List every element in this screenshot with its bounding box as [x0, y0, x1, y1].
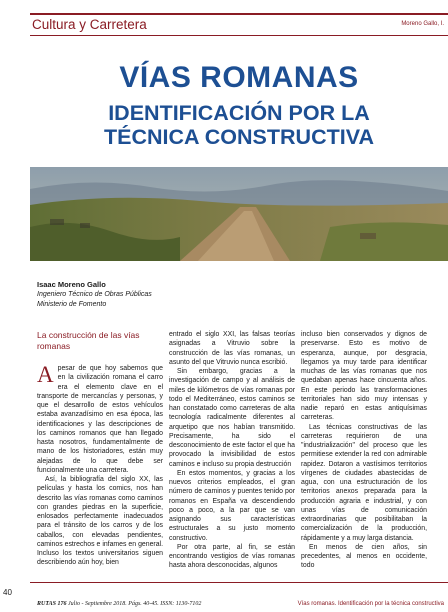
drop-cap: A [37, 362, 54, 387]
author-role: Ingeniero Técnico de Obras Públicas [37, 291, 152, 298]
paragraph: En estos momentos, y gracias a los nuevos criterios empleados, el gran número de caminos y puentes tenido por romanos en España va descendiendo poco a poco, a la par que se van asignando sus características estructurales a su justo momento constructivo. [169, 469, 295, 542]
text-column-2 [169, 330, 295, 571]
section-title: Cultura y Carretera [32, 17, 147, 32]
paragraph: Las técnicas constructivas de las carreteras requirieron de una "industrialización" del proceso que les permitiese extender la red con admirable rapidez. Dotaron a vastísimos territorios vírgenes de ciudades abastecidas de agua, con una estructuración de los territorios anexos preparada para la producción agraria e industrial, y con unas vías de comunicación extraordinarias que posibilitaban la comercialización de la producción, rápidamente y a muy larga distancia. [301, 423, 427, 542]
paragraph: entrado el siglo XXI, las falsas teorías asignadas a Vitruvio sobre la construcción de las vías romanas, un asunto del que Vitruvio nunca escribió. [169, 331, 295, 366]
section-heading: La construcción de las vías romanas [37, 330, 140, 351]
header-rule [30, 35, 448, 36]
article-title: VÍAS ROMANAS [119, 61, 359, 94]
article-subtitle-line-2: TÉCNICA CONSTRUCTIVA [104, 125, 374, 149]
text-column-3 [301, 330, 427, 571]
paragraph: En menos de cien años, sin precedentes, al menos en occidente, todo [301, 543, 427, 570]
roman-road-photo [30, 167, 448, 261]
author-name: Isaac Moreno Gallo [37, 280, 106, 289]
citation-details: Julio - Septiembre 2018. Págs. 40-45. ISSN: 1130-7102 [68, 601, 202, 607]
footer-rule [30, 582, 448, 583]
paragraph: Sin embargo, gracias a la investigación de campo y al análisis de miles de kilómetros de vías romanas por todo el Mediterráneo, estos caminos se han constatado como carreteras de alta tecnología radicalmente diferentes al arquetipo que nos habían transmitido. Precisamente, ha sido el desconocimiento de este factor el que ha provocado la invisibilidad de estos caminos e incluso su propia destrucción [169, 368, 295, 468]
page-number: 40 [3, 588, 12, 597]
article-subtitle-line-1: IDENTIFICACIÓN POR LA [108, 101, 370, 125]
header-top-rule [30, 13, 448, 15]
paragraph: incluso bien conservados y dignos de preservarse. Esto es motivo de esperanza, aunque, por desgracia, llegamos ya muy tarde para identificar muchas de las vías romanas que nos quedaban apenas hace cincuenta años. En este periodo las transformaciones territoriales han sido muy intensas y nadie reparó en estas antiquísimas carreteras. [301, 331, 427, 422]
paragraph: Así, la bibliografía del siglo XX, las películas y hasta los comics, nos han descrito las vías romanas como caminos con grandes piedras en la superficie, enlosados perfectamente inadecuados para el tránsito de los carros y de los caballos, con elevadas pendientes, caminos estrechos e infames en general. Incluso los textos universitarios siguen describiendo aún hoy, bien [37, 476, 163, 567]
footer-citation [37, 601, 201, 607]
running-author: Moreno Gallo, I. [401, 21, 444, 27]
text-column-1 [37, 330, 163, 568]
paragraph: Por otra parte, al fin, se están encontrando vestigios de vías romanas hasta ahora desconocidas, algunos [169, 543, 295, 570]
paragraph: Apesar de que hoy sabemos que en la civilización romana el carro era el elemento clave en el transporte de mercancías y personas, y que el desarrollo de estos vehículos estaba avanzadísimo en esa época, las identificaciones y las descripciones de los caminos romanos que han llegado hasta nosotros, fundamentalmente de mano de los historiadores, están muy alejadas de lo que debe ser funcionalmente una carretera. [37, 362, 163, 474]
footer-article-title: Vías romanas. Identificación por la técnica constructiva [297, 601, 444, 607]
journal-name: RUTAS 176 [37, 601, 67, 607]
author-affiliation: Ministerio de Fomento [37, 301, 107, 308]
